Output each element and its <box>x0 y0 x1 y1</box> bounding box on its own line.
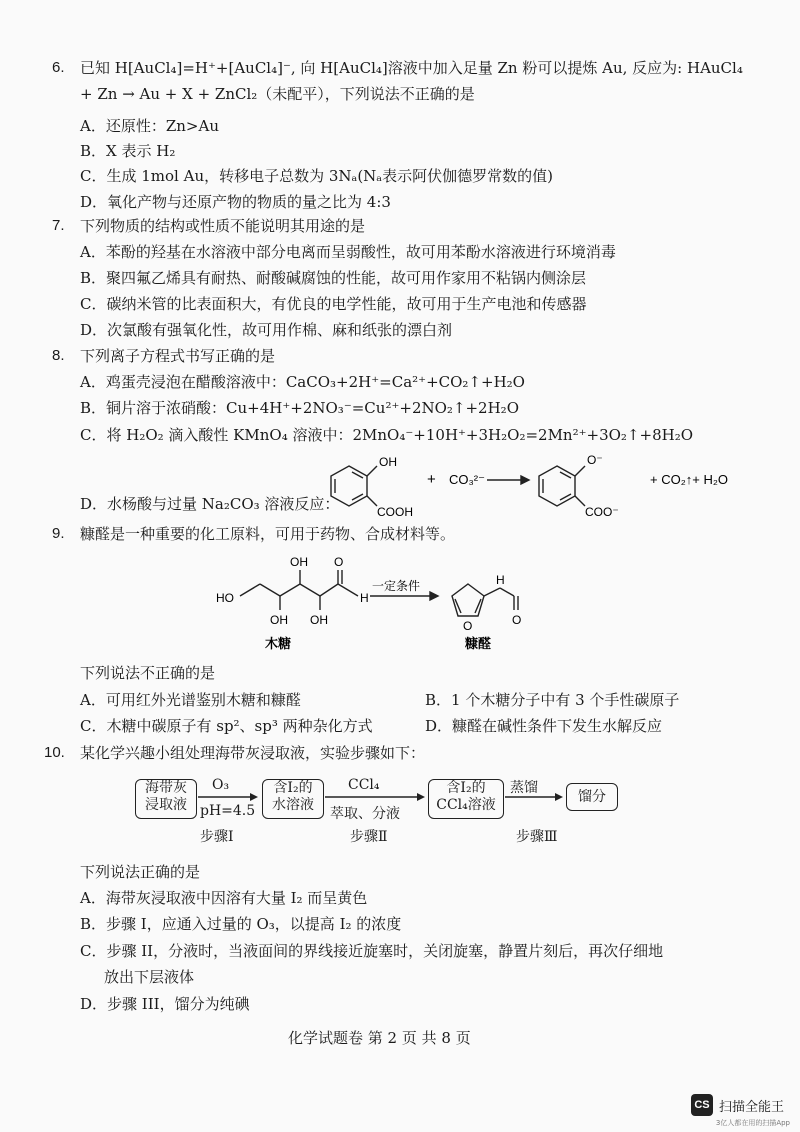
arrow-icon <box>505 791 565 803</box>
arrow2-top-label: CCl₄ <box>348 777 380 793</box>
question-stem: 已知 H[AuCl₄]=H⁺+[AuCl₄]⁻, 向 H[AuCl₄]溶液中加入足量 Zn 粉可以提炼 Au, 反应为: HAuCl₄ <box>80 59 743 77</box>
option-c: C．生成 1mol Au，转移电子总数为 3Nₐ(Nₐ表示阿伏伽德罗常数的值) <box>80 167 553 185</box>
aldehyde-o: O <box>512 613 522 627</box>
xylose-skeleton <box>240 570 358 610</box>
option-a: A．可用红外光谱鉴别木糖和糠醛 <box>80 691 301 709</box>
xylose-o: O <box>334 555 344 569</box>
option-c-continued: 放出下层液体 <box>104 968 195 986</box>
question-stem: 下列离子方程式书写正确的是 <box>80 347 276 365</box>
xylose-label: 木糖 <box>265 636 292 651</box>
products-label: + CO₂↑+ H₂O <box>650 472 728 487</box>
reaction-arrow <box>487 476 529 484</box>
option-c: C．将 H₂O₂ 滴入酸性 KMnO₄ 溶液中：2MnO₄⁻+10H⁺+3H₂O₂=2Mn²⁺+3O₂↑+8H₂O <box>80 426 694 444</box>
flow-box-aqueous-iodine: 含I₂的 水溶液 <box>262 779 324 819</box>
option-d: D．步骤 III，馏分为纯碘 <box>80 995 250 1013</box>
option-a: A．苯酚的羟基在水溶液中部分电离而呈弱酸性，故可用苯酚水溶液进行环境消毒 <box>80 243 616 261</box>
question-number: 8. <box>52 347 65 364</box>
option-b: B．聚四氟乙烯具有耐热、耐酸碱腐蚀的性能，故可用作家用不粘锅内侧涂层 <box>80 269 587 287</box>
condition-label: 一定条件 <box>372 579 421 593</box>
xylose-oh: OH <box>310 613 328 627</box>
option-a: A．海带灰浸取液中因溶有大量 I₂ 而呈黄色 <box>80 889 368 907</box>
option-d: D．氧化产物与还原产物的物质的量之比为 4:3 <box>80 193 391 211</box>
furan-ring <box>452 584 518 616</box>
arrow2-bottom-label: 萃取、分液 <box>330 806 400 822</box>
option-d: D．次氯酸有强氧化性，故可用作棉、麻和纸张的漂白剂 <box>80 321 453 339</box>
xylose-oh: OH <box>290 555 308 569</box>
option-c: C．木糖中碳原子有 sp²、sp³ 两种杂化方式 <box>80 717 373 735</box>
scanner-watermark <box>691 1094 784 1116</box>
option-b: B．铜片溶于浓硝酸：Cu+4H⁺+2NO₃⁻=Cu²⁺+2NO₂↑+2H₂O <box>80 399 519 417</box>
watermark-name: 扫描全能王 <box>718 1099 784 1115</box>
question-stem: 某化学兴趣小组处理海带灰浸取液，实验步骤如下： <box>80 744 426 762</box>
question-number: 9. <box>52 525 65 542</box>
xylose-oh: OH <box>270 613 288 627</box>
furfural-label: 糠醛 <box>465 636 492 651</box>
option-c: C．步骤 II，分液时，当液面间的界线接近旋塞时，关闭旋塞，静置片刻后，再次仔细地 <box>80 942 664 960</box>
question-prompt: 下列说法不正确的是 <box>80 664 216 682</box>
hydroxy-label: OH <box>379 455 397 469</box>
benzene-ring-product <box>539 466 585 506</box>
flow-box-kelp-extract: 海带灰 浸取液 <box>135 779 197 819</box>
flow-box-distillate: 馏分 <box>566 783 618 811</box>
arrow3-top-label: 蒸馏 <box>510 780 538 796</box>
arrow-icon <box>198 791 260 803</box>
arrow1-top-label: O₃ <box>212 777 230 793</box>
xylose-ho: HO <box>216 591 234 605</box>
aldehyde-h: H <box>496 573 505 587</box>
question-prompt: 下列说法正确的是 <box>80 863 201 881</box>
option-a: A．鸡蛋壳浸泡在醋酸溶液中：CaCO₃+2H⁺=Ca²⁺+CO₂↑+H₂O <box>80 373 525 391</box>
option-c: C．碳纳米管的比表面积大，有优良的电学性能，故可用于生产电池和传感器 <box>80 295 587 313</box>
step-label: 步骤Ⅲ <box>516 829 558 845</box>
question-number: 7. <box>52 217 65 234</box>
salicylic-acid-equation <box>325 448 800 520</box>
benzene-ring-reactant <box>331 466 377 506</box>
question-stem: 糠醛是一种重要的化工原料，可用于药物、合成材料等。 <box>80 525 456 543</box>
option-d: D．水杨酸与过量 Na₂CO₃ 溶液反应： <box>80 495 340 513</box>
option-b: B．步骤 I，应通入过量的 O₃，以提高 I₂ 的浓度 <box>80 915 402 933</box>
plus-sign: + <box>427 471 436 488</box>
arrow-icon <box>325 791 427 803</box>
page-footer: 化学试题卷 第 2 页 共 8 页 <box>288 1029 471 1047</box>
carbonate-label: CO₃²⁻ <box>449 472 485 487</box>
question-stem: + Zn → Au + X + ZnCl₂（未配平），下列说法不正确的是 <box>80 85 475 103</box>
xylose-h: H <box>360 591 369 605</box>
watermark-subtitle: 3亿人都在用的扫描App <box>715 1119 790 1127</box>
step-label: 步骤Ⅰ <box>200 829 234 845</box>
option-d: D．糠醛在碱性条件下发生水解反应 <box>425 717 663 735</box>
condition-arrow <box>370 592 438 600</box>
camscanner-icon: CS <box>691 1094 713 1116</box>
question-number: 6. <box>52 59 65 76</box>
step-label: 步骤Ⅱ <box>350 829 388 845</box>
option-a: A．还原性：Zn>Au <box>80 117 219 135</box>
carboxyl-label: COOH <box>377 505 413 519</box>
carboxylate-label: COO⁻ <box>585 505 619 519</box>
flow-box-ccl4-iodine: 含I₂的 CCl₄溶液 <box>428 779 504 819</box>
phenoxide-label: O⁻ <box>587 453 603 467</box>
question-number: 10. <box>44 744 65 761</box>
option-b: B．1 个木糖分子中有 3 个手性碳原子 <box>425 691 680 709</box>
xylose-furfural-scheme <box>210 548 550 656</box>
arrow1-bottom-label: pH=4.5 <box>200 803 256 819</box>
option-b: B．X 表示 H₂ <box>80 142 176 160</box>
furan-o: O <box>463 619 473 633</box>
question-stem: 下列物质的结构或性质不能说明其用途的是 <box>80 217 366 235</box>
